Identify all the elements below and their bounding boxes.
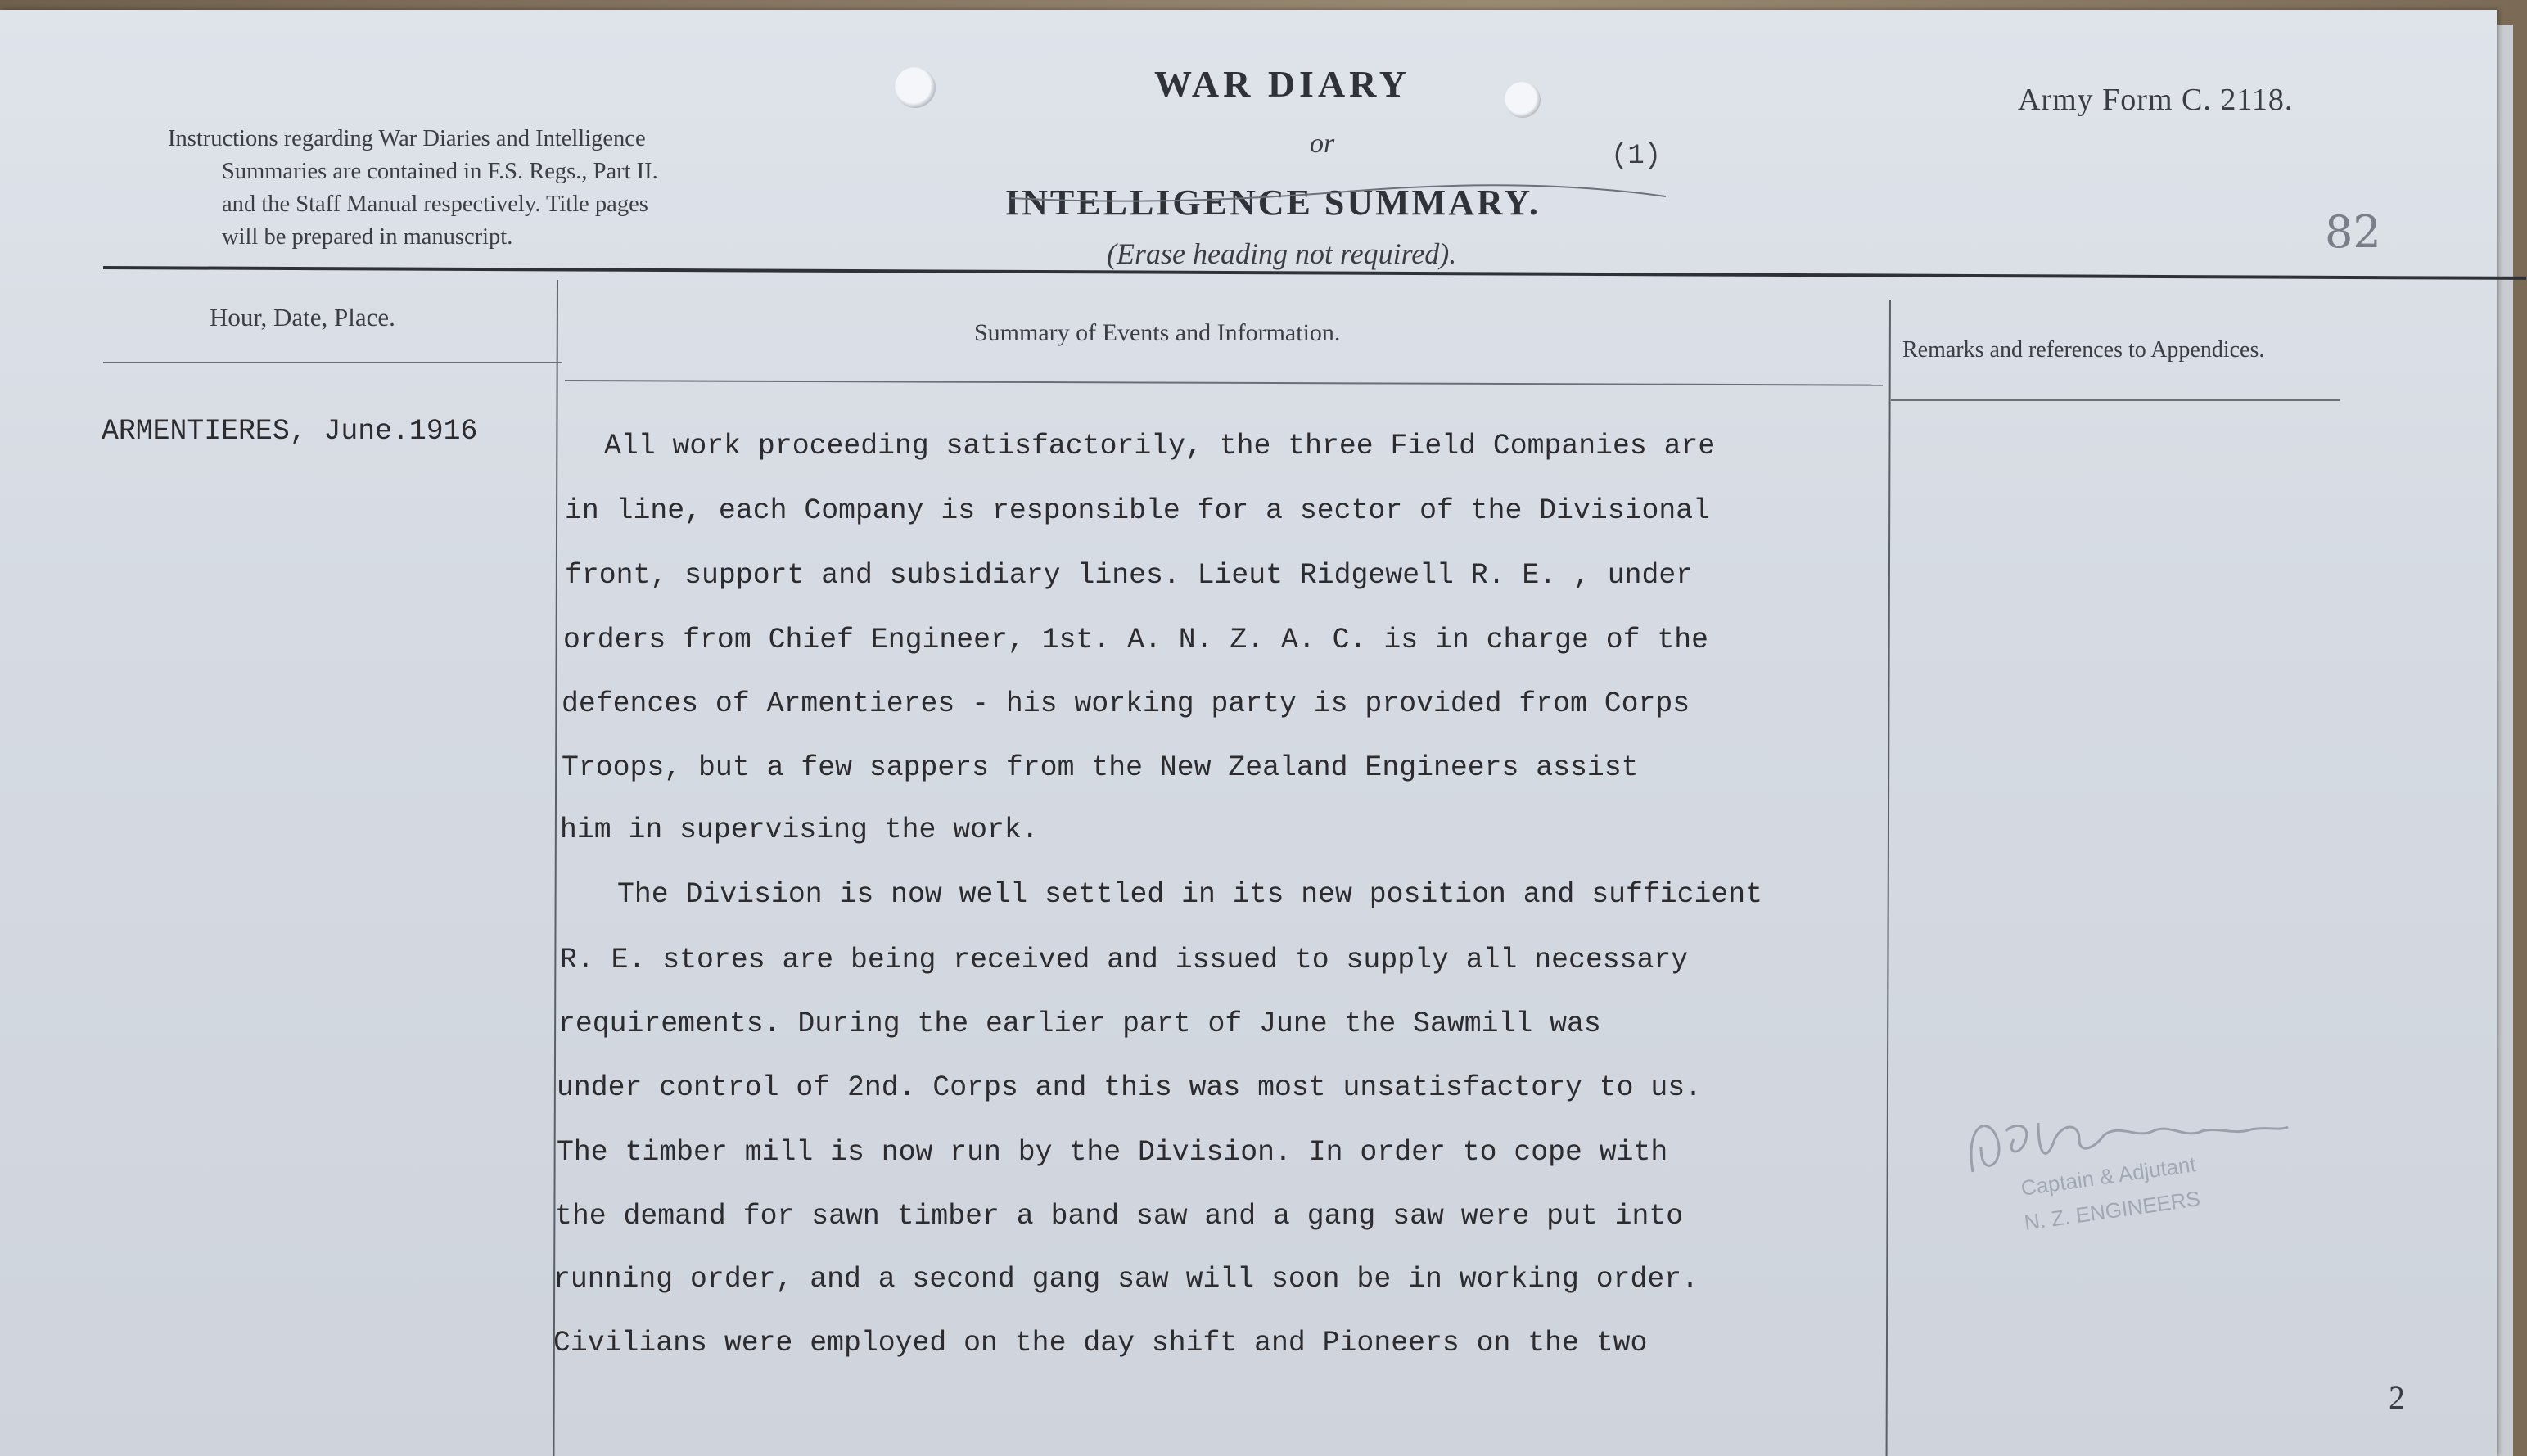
entry-line: under control of 2nd. Corps and this was most unsatisfactory to us. <box>557 1072 1703 1104</box>
stamp-line: N. Z. ENGINEERS <box>2022 1186 2202 1235</box>
entry-line: Civilians were employed on the day shift and Pioneers on the two <box>553 1328 1648 1359</box>
entry-line: the demand for sawn timber a band saw and a gang saw were put into <box>555 1201 1684 1233</box>
title-erase-note: (Erase heading not required). <box>1107 237 1457 270</box>
column-heading-rule <box>565 380 1883 386</box>
entry-line: running order, and a second gang saw will soon be in working order. <box>553 1264 1699 1296</box>
entry-line: requirements. During the earlier part of June the Sawmill was <box>558 1008 1601 1040</box>
column-heading-rule <box>1891 399 2340 401</box>
stamp-line: Captain & Adjutant <box>2019 1152 2198 1201</box>
entry-line: R. E. stores are being received and issued to supply all necessary <box>560 944 1689 976</box>
title-or: or <box>1310 128 1335 159</box>
column-heading-summary: Summary of Events and Information. <box>974 319 1341 346</box>
instructions-line: and the Staff Manual respectively. Title pages <box>222 192 648 217</box>
corner-page-number: 2 <box>2389 1379 2405 1416</box>
instructions-line: Summaries are contained in F.S. Regs., Part II. <box>222 159 658 184</box>
entry-line: All work proceeding satisfactorily, the three Field Companies are <box>604 430 1716 462</box>
entry-line: in line, each Company is responsible for a sector of the Divisional <box>565 495 1711 527</box>
punch-hole <box>1505 82 1541 118</box>
column-heading-remarks: Remarks and references to Appendices. <box>1902 337 2265 363</box>
war-diary-page <box>0 10 2497 1456</box>
column-heading-rule <box>103 362 562 363</box>
instructions-line: Instructions regarding War Diaries and Intelligence <box>168 126 646 151</box>
entry-line: The Division is now well settled in its new position and sufficient <box>617 879 1763 911</box>
column-divider <box>1886 300 1891 1456</box>
title-intelligence-summary: INTELLIGENCE SUMMARY. <box>1005 183 1541 223</box>
page-number: (1) <box>1611 141 1662 172</box>
pencil-folio-mark: 82 <box>2325 206 2381 258</box>
entry-line: him in supervising the work. <box>560 814 1039 846</box>
entry-line: front, support and subsidiary lines. Lieut Ridgewell R. E. , under <box>565 560 1694 592</box>
column-heading-date: Hour, Date, Place. <box>210 303 395 331</box>
punch-hole <box>895 67 936 108</box>
instructions-line: will be prepared in manuscript. <box>222 224 513 250</box>
entry-line: Troops, but a few sappers from the New Zealand Engineers assist <box>562 752 1639 784</box>
entry-line: defences of Armentieres - his working party is provided from Corps <box>562 688 1690 720</box>
instructions-block <box>168 123 839 254</box>
army-form-label: Army Form C. 2118. <box>2018 83 2294 117</box>
entry-date-place: ARMENTIERES, June.1916 <box>102 416 478 448</box>
title-strike-mark <box>1003 174 1674 231</box>
entry-line: The timber mill is now run by the Division. In order to cope with <box>557 1137 1668 1169</box>
entry-line: orders from Chief Engineer, 1st. A. N. Z. A. C. is in charge of the <box>563 624 1709 656</box>
title-war-diary: WAR DIARY <box>1154 63 1411 105</box>
